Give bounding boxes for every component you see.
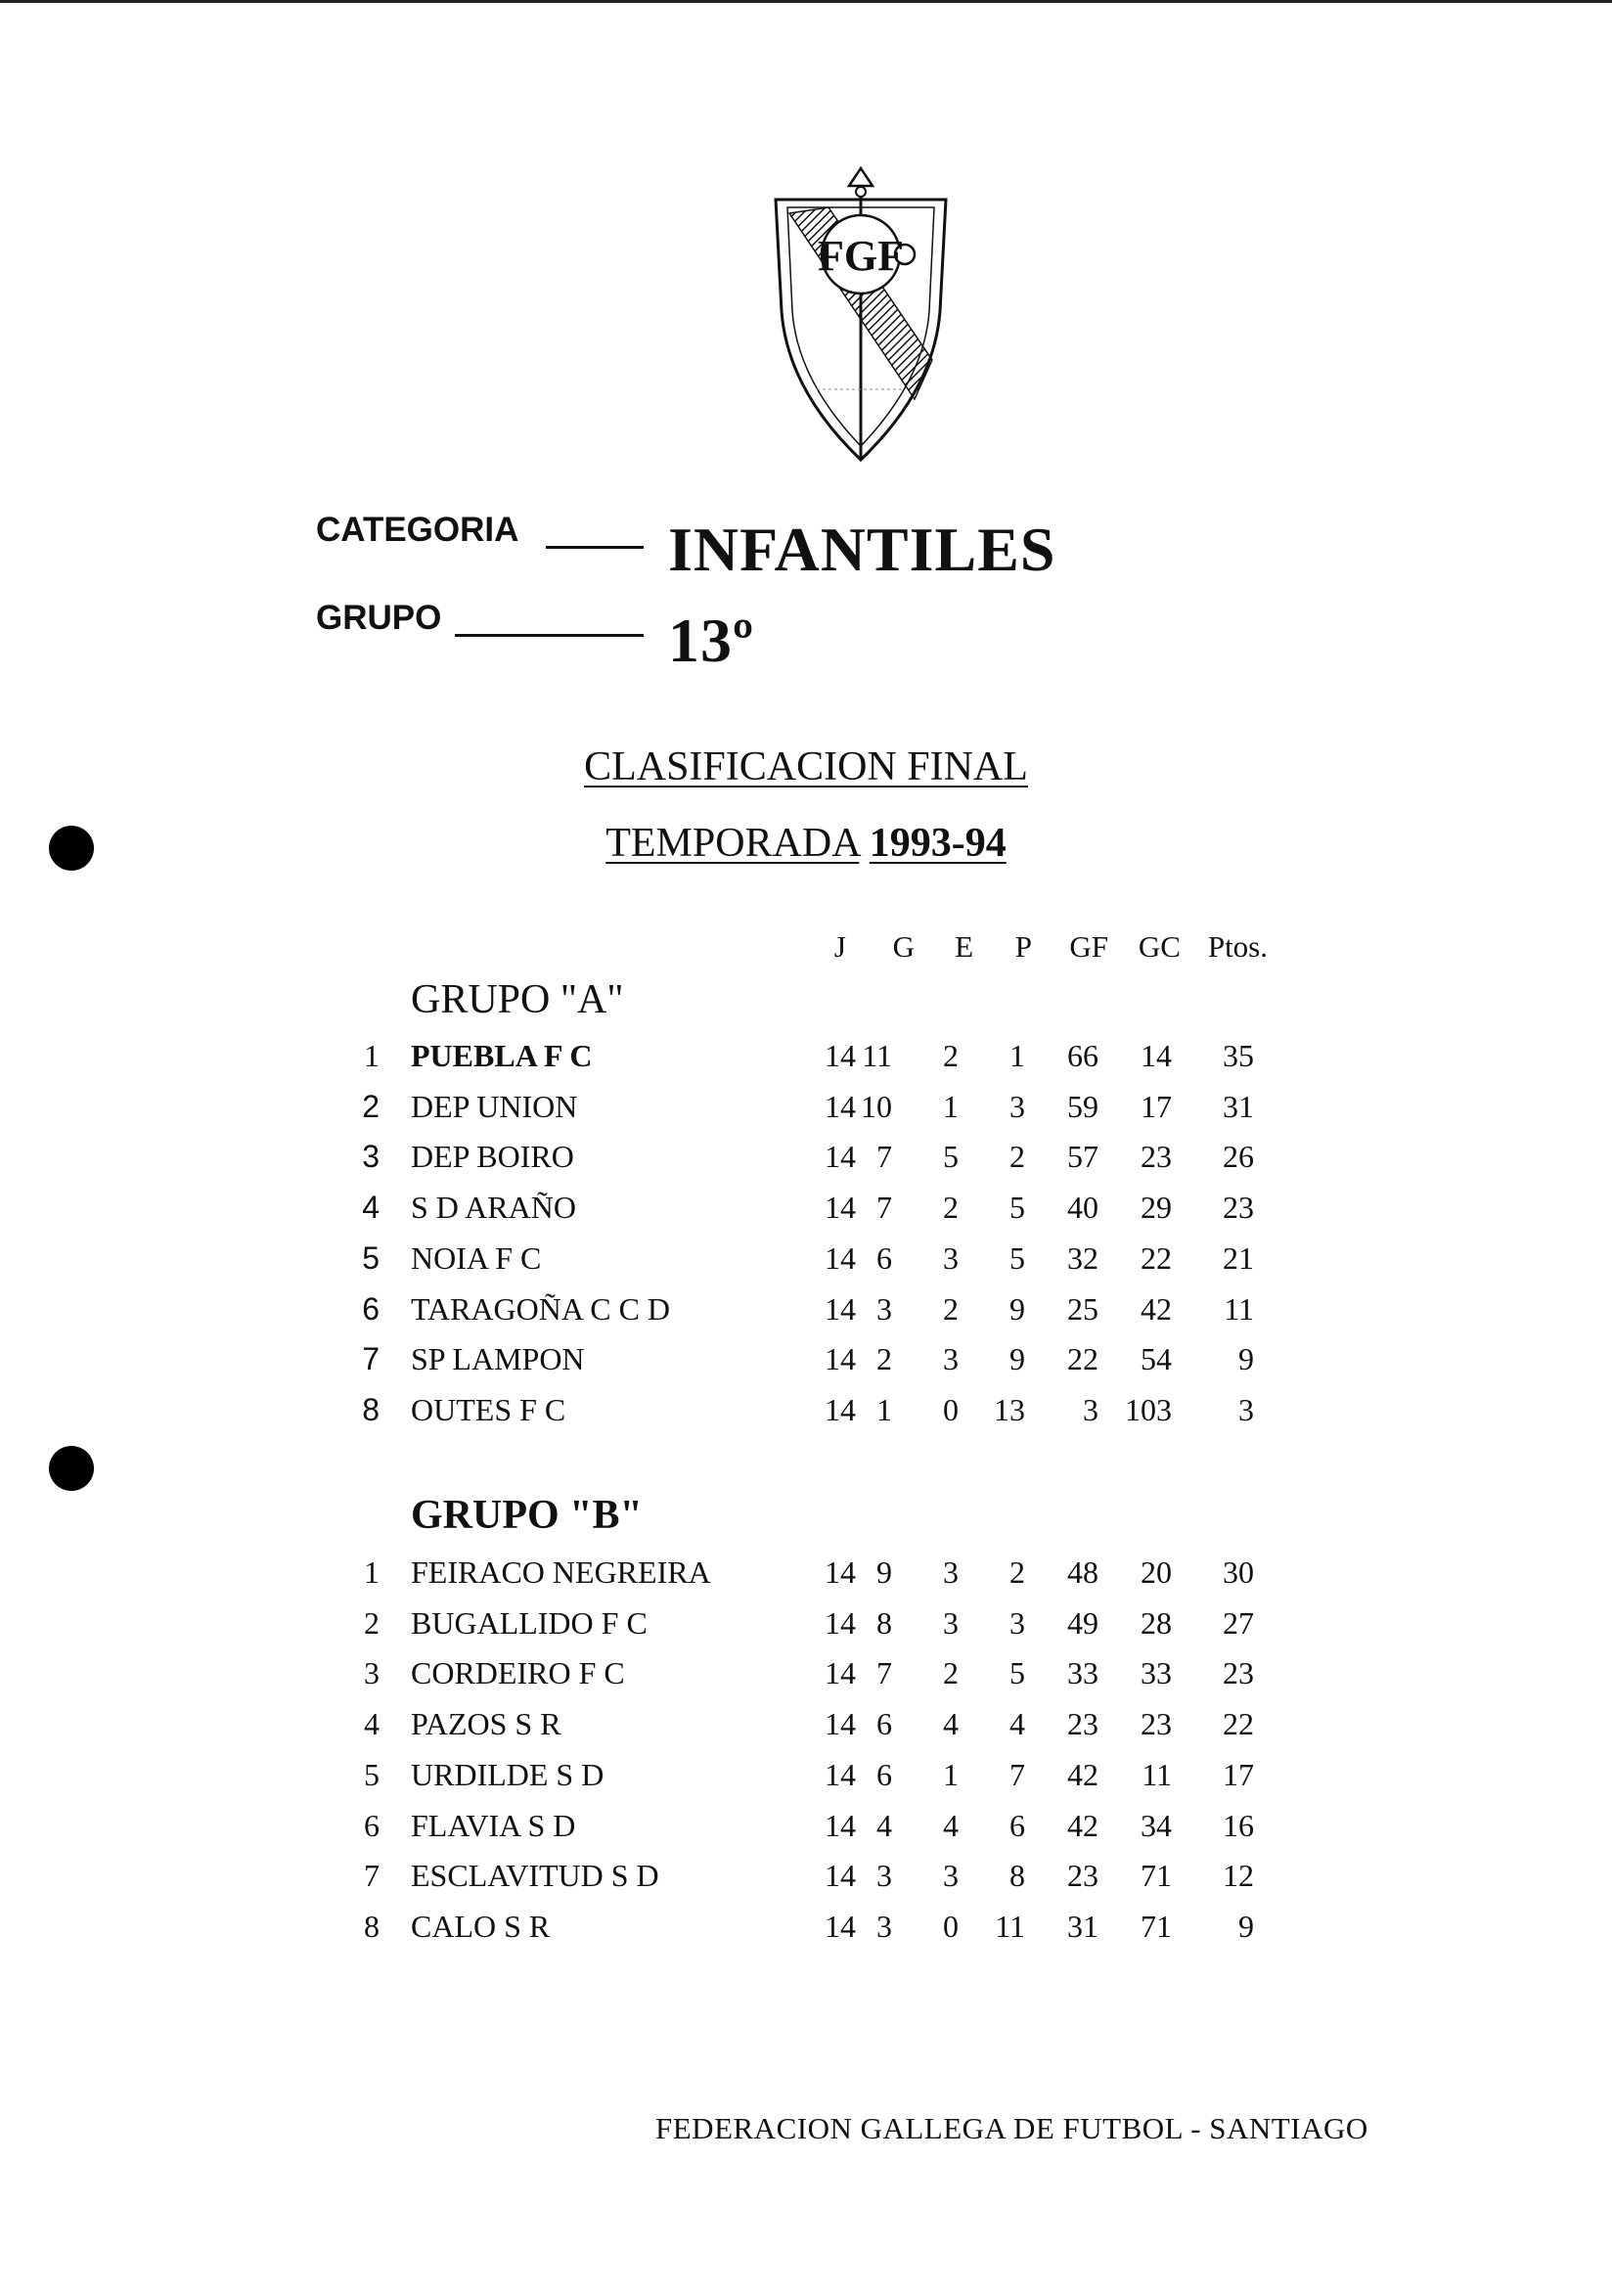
stat-cell-e: 0	[943, 1908, 959, 1944]
stat-cell-e: 0	[943, 1391, 959, 1427]
team-cell: CALO S R	[411, 1908, 551, 1944]
rank-cell: 1	[364, 1554, 380, 1590]
categoria-rule	[546, 546, 644, 549]
table-row	[0, 1190, 1612, 1238]
stat-cell-g: 10	[861, 1088, 892, 1124]
stat-cell-ptos: 23	[1223, 1190, 1254, 1226]
stat-cell-p: 1	[1009, 1038, 1025, 1073]
stat-cell-gc: 22	[1141, 1239, 1172, 1276]
stat-cell-gf: 57	[1067, 1139, 1098, 1175]
grupo-label: GRUPO	[316, 599, 442, 637]
stat-cell-gf: 31	[1067, 1908, 1098, 1944]
stat-cell-g: 4	[876, 1807, 892, 1843]
stat-cell-j: 14	[825, 1908, 856, 1944]
stat-cell-gf: 48	[1067, 1554, 1098, 1590]
stat-cell-p: 5	[1009, 1239, 1025, 1276]
page-top-edge	[0, 0, 1612, 3]
stat-cell-e: 2	[943, 1290, 959, 1327]
rank-cell: 8	[364, 1908, 380, 1944]
stat-cell-gf: 25	[1067, 1290, 1098, 1327]
stat-cell-gf: 22	[1067, 1341, 1098, 1377]
rank-cell: 3	[362, 1139, 380, 1175]
stat-cell-g: 11	[862, 1038, 892, 1073]
stat-cell-p: 7	[1009, 1756, 1025, 1792]
rank-cell: 4	[362, 1190, 380, 1226]
table-row	[0, 1706, 1612, 1755]
stat-cell-ptos: 23	[1223, 1655, 1254, 1691]
table-row	[0, 1038, 1612, 1087]
stat-cell-e: 3	[943, 1239, 959, 1276]
stat-cell-j: 14	[825, 1139, 856, 1175]
stat-cell-e: 4	[943, 1706, 959, 1742]
team-cell: SP LAMPON	[411, 1341, 585, 1377]
stat-cell-j: 14	[825, 1190, 856, 1226]
table-row	[0, 1909, 1612, 1958]
stat-cell-g: 3	[876, 1858, 892, 1894]
stat-cell-p: 9	[1009, 1341, 1025, 1377]
stat-cell-p: 5	[1009, 1655, 1025, 1691]
group-a-title: GRUPO "A"	[411, 977, 624, 1022]
team-cell: BUGALLIDO F C	[411, 1604, 648, 1641]
clasificacion-title-text: CLASIFICACION FINAL	[584, 744, 1028, 789]
stat-cell-gf: 40	[1067, 1190, 1098, 1226]
table-row	[0, 1655, 1612, 1704]
footer-text: FEDERACION GALLEGA DE FUTBOL - SANTIAGO	[655, 2111, 1368, 2145]
stat-cell-gc: 54	[1141, 1341, 1172, 1377]
stat-cell-j: 14	[825, 1756, 856, 1792]
col-header-gf: GF	[1069, 929, 1108, 964]
stat-cell-gf: 66	[1067, 1038, 1098, 1073]
team-cell: S D ARAÑO	[411, 1190, 576, 1226]
stat-cell-p: 8	[1009, 1858, 1025, 1894]
stat-cell-e: 3	[943, 1341, 959, 1377]
stat-cell-e: 3	[943, 1858, 959, 1894]
stat-cell-e: 2	[943, 1038, 959, 1073]
stat-cell-gf: 42	[1067, 1807, 1098, 1843]
team-cell: FEIRACO NEGREIRA	[411, 1554, 711, 1590]
stat-cell-gf: 32	[1067, 1239, 1098, 1276]
stat-cell-ptos: 16	[1223, 1807, 1254, 1843]
punch-hole-bottom	[49, 1446, 94, 1491]
stat-cell-g: 7	[876, 1190, 892, 1226]
team-cell: PUEBLA F C	[411, 1038, 593, 1073]
grupo-value: 13º	[668, 606, 755, 675]
stat-cell-g: 7	[876, 1655, 892, 1691]
stat-cell-ptos: 9	[1238, 1908, 1254, 1944]
rank-cell: 1	[364, 1038, 380, 1073]
col-header-j: J	[833, 929, 846, 964]
stat-cell-gf: 42	[1067, 1756, 1098, 1792]
stat-cell-j: 14	[825, 1554, 856, 1590]
stat-cell-ptos: 11	[1224, 1290, 1254, 1327]
team-cell: FLAVIA S D	[411, 1807, 576, 1843]
stat-cell-p: 2	[1009, 1139, 1025, 1175]
stat-cell-e: 3	[943, 1554, 959, 1590]
stat-cell-j: 14	[825, 1088, 856, 1124]
stat-cell-ptos: 12	[1223, 1858, 1254, 1894]
stat-cell-j: 14	[825, 1655, 856, 1691]
stat-cell-p: 9	[1009, 1290, 1025, 1327]
stat-cell-gc: 29	[1141, 1190, 1172, 1226]
table-row	[0, 1139, 1612, 1188]
stat-cell-e: 5	[943, 1139, 959, 1175]
stat-cell-e: 1	[943, 1088, 959, 1124]
stat-cell-j: 14	[825, 1391, 856, 1427]
federation-crest-logo	[768, 164, 954, 468]
rank-cell: 8	[362, 1391, 380, 1427]
stat-cell-j: 14	[825, 1038, 856, 1073]
team-cell: PAZOS S R	[411, 1706, 561, 1742]
stat-cell-j: 14	[825, 1604, 856, 1641]
stat-cell-gc: 71	[1141, 1908, 1172, 1944]
temporada-value: 1993-94	[869, 821, 1007, 866]
stat-cell-ptos: 22	[1223, 1706, 1254, 1742]
stat-cell-p: 6	[1009, 1807, 1025, 1843]
team-cell: DEP BOIRO	[411, 1139, 574, 1175]
table-row	[0, 1089, 1612, 1138]
stat-cell-gc: 23	[1141, 1139, 1172, 1175]
temporada-title	[0, 820, 1612, 867]
group-b-title: GRUPO "B"	[411, 1493, 643, 1538]
stat-cell-j: 14	[825, 1706, 856, 1742]
stat-cell-ptos: 17	[1223, 1756, 1254, 1792]
stat-cell-j: 14	[825, 1290, 856, 1327]
stat-cell-ptos: 9	[1238, 1341, 1254, 1377]
team-cell: URDILDE S D	[411, 1756, 604, 1792]
stat-cell-ptos: 30	[1223, 1554, 1254, 1590]
stat-cell-p: 11	[995, 1908, 1025, 1944]
stat-cell-gf: 33	[1067, 1655, 1098, 1691]
stat-cell-gc: 34	[1141, 1807, 1172, 1843]
stat-cell-gc: 71	[1141, 1858, 1172, 1894]
team-cell: DEP UNION	[411, 1088, 578, 1124]
stat-cell-g: 7	[876, 1139, 892, 1175]
stat-cell-gf: 49	[1067, 1604, 1098, 1641]
rank-cell: 7	[362, 1341, 380, 1377]
temporada-label: TEMPORADA	[605, 821, 860, 866]
stat-cell-p: 3	[1009, 1088, 1025, 1124]
table-row	[0, 1291, 1612, 1340]
stat-cell-gf: 59	[1067, 1088, 1098, 1124]
team-cell: NOIA F C	[411, 1239, 542, 1276]
team-cell: ESCLAVITUD S D	[411, 1858, 659, 1894]
stat-cell-gc: 14	[1141, 1038, 1172, 1073]
stat-cell-gc: 103	[1125, 1391, 1172, 1427]
stat-cell-e: 2	[943, 1190, 959, 1226]
rank-cell: 2	[362, 1088, 380, 1124]
stat-cell-j: 14	[825, 1341, 856, 1377]
stat-cell-e: 3	[943, 1604, 959, 1641]
stat-cell-gc: 23	[1141, 1706, 1172, 1742]
stat-cell-j: 14	[825, 1807, 856, 1843]
rank-cell: 5	[362, 1239, 380, 1276]
stat-cell-p: 2	[1009, 1554, 1025, 1590]
stat-cell-g: 9	[876, 1554, 892, 1590]
stat-cell-gf: 3	[1083, 1391, 1098, 1427]
stat-cell-gc: 11	[1142, 1756, 1172, 1792]
col-header-ptos: Ptos.	[1207, 929, 1268, 964]
stat-cell-ptos: 27	[1223, 1604, 1254, 1641]
table-row	[0, 1605, 1612, 1654]
stat-cell-g: 6	[876, 1239, 892, 1276]
stat-cell-ptos: 3	[1238, 1391, 1254, 1427]
table-row	[0, 1858, 1612, 1907]
stat-cell-g: 8	[876, 1604, 892, 1641]
table-row	[0, 1341, 1612, 1390]
stat-cell-p: 13	[994, 1391, 1025, 1427]
stat-cell-g: 3	[876, 1290, 892, 1327]
stat-cell-gc: 33	[1141, 1655, 1172, 1691]
stat-cell-ptos: 26	[1223, 1139, 1254, 1175]
team-cell: TARAGOÑA C C D	[411, 1290, 671, 1327]
stat-cell-gf: 23	[1067, 1858, 1098, 1894]
stat-cell-gc: 20	[1141, 1554, 1172, 1590]
rank-cell: 3	[364, 1655, 380, 1691]
categoria-label: CATEGORIA	[316, 511, 519, 549]
rank-cell: 6	[364, 1807, 380, 1843]
stat-cell-ptos: 31	[1223, 1088, 1254, 1124]
stat-cell-g: 2	[876, 1341, 892, 1377]
crest-lettering: FGF	[818, 232, 904, 280]
stat-cell-g: 1	[876, 1391, 892, 1427]
stat-cell-gf: 23	[1067, 1706, 1098, 1742]
stat-cell-p: 3	[1009, 1604, 1025, 1641]
stat-cell-e: 1	[943, 1756, 959, 1792]
table-row	[0, 1757, 1612, 1806]
grupo-rule	[455, 634, 644, 637]
stat-cell-j: 14	[825, 1858, 856, 1894]
rank-cell: 5	[364, 1756, 380, 1792]
col-header-e: E	[955, 929, 973, 964]
rank-cell: 7	[364, 1858, 380, 1894]
rank-cell: 4	[364, 1706, 380, 1742]
col-header-g: G	[892, 929, 915, 964]
col-header-p: P	[1014, 929, 1032, 964]
stat-cell-e: 2	[943, 1655, 959, 1691]
stat-cell-p: 4	[1009, 1706, 1025, 1742]
stat-cell-j: 14	[825, 1239, 856, 1276]
col-header-gc: GC	[1138, 929, 1181, 964]
table-row	[0, 1554, 1612, 1603]
stat-cell-ptos: 35	[1223, 1038, 1254, 1073]
stat-cell-gc: 17	[1141, 1088, 1172, 1124]
stat-cell-g: 3	[876, 1908, 892, 1944]
table-row	[0, 1392, 1612, 1441]
stat-cell-g: 6	[876, 1756, 892, 1792]
rank-cell: 6	[362, 1290, 380, 1327]
stat-cell-gc: 42	[1141, 1290, 1172, 1327]
categoria-value: INFANTILES	[668, 515, 1056, 584]
table-row	[0, 1808, 1612, 1857]
stat-cell-e: 4	[943, 1807, 959, 1843]
stat-cell-ptos: 21	[1223, 1239, 1254, 1276]
stat-cell-gc: 28	[1141, 1604, 1172, 1641]
clasificacion-title	[0, 743, 1612, 790]
stat-cell-g: 6	[876, 1706, 892, 1742]
stat-cell-p: 5	[1009, 1190, 1025, 1226]
rank-cell: 2	[364, 1604, 380, 1641]
table-row	[0, 1240, 1612, 1289]
team-cell: OUTES F C	[411, 1391, 566, 1427]
team-cell: CORDEIRO F C	[411, 1655, 625, 1691]
